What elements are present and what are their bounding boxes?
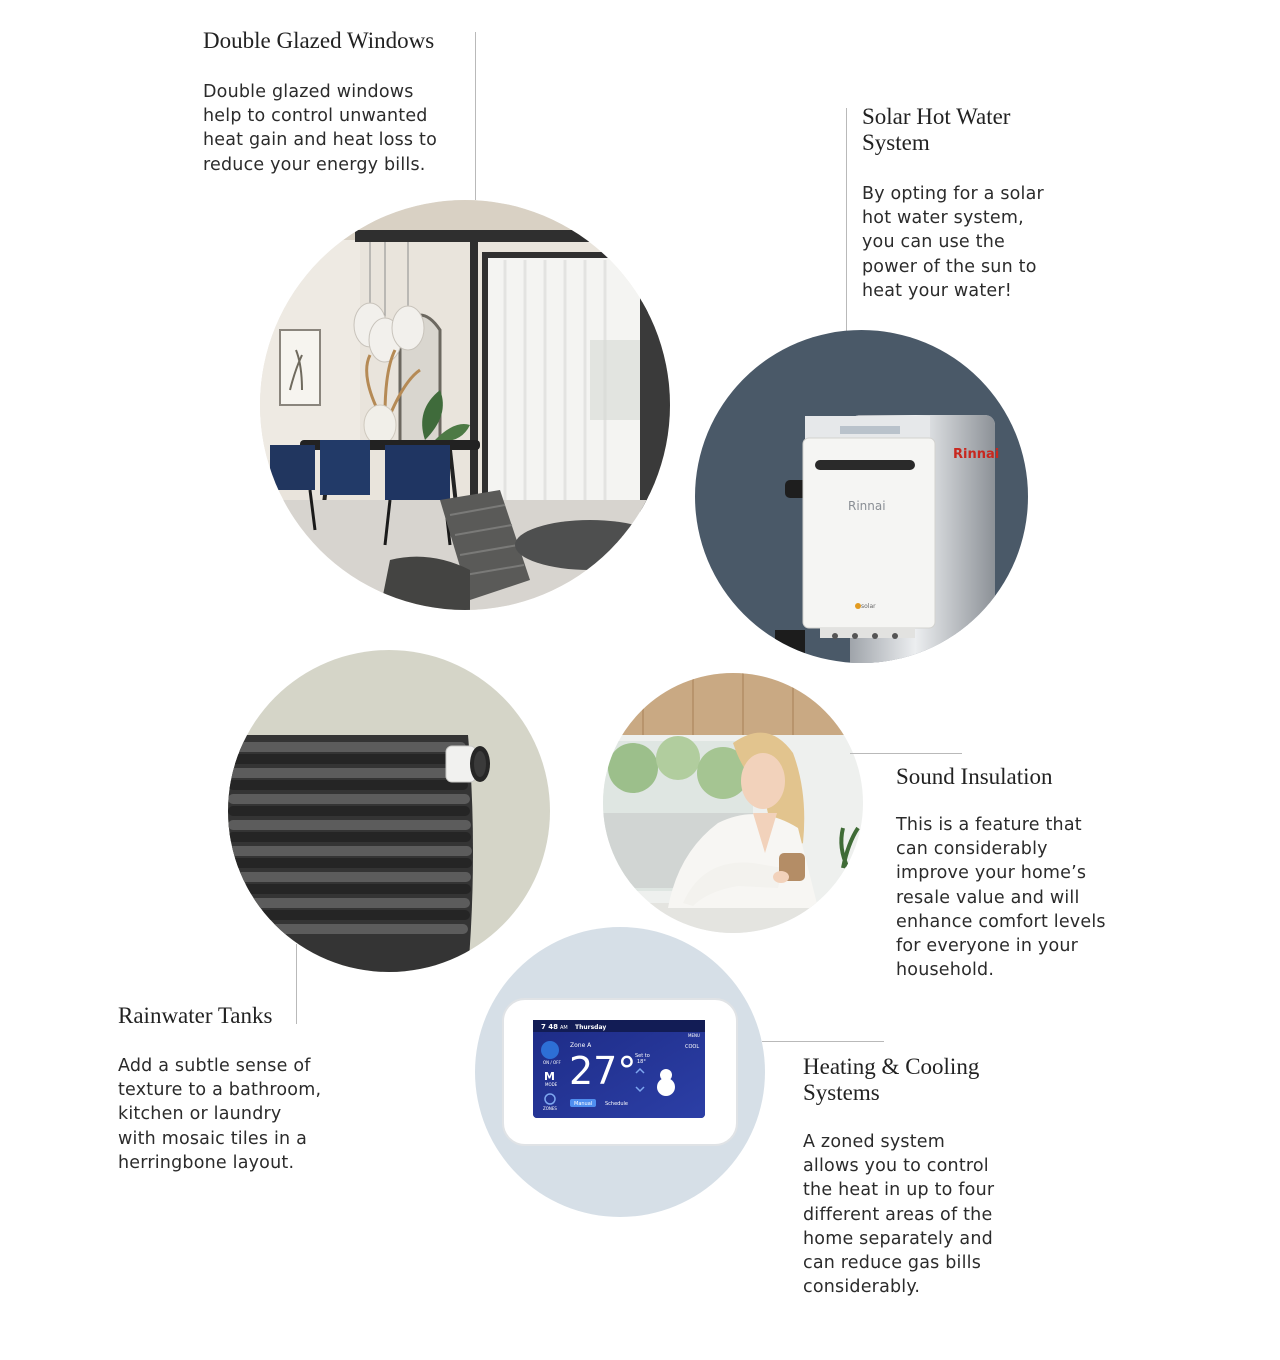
thermostat-ampm: AM: [560, 1025, 568, 1031]
windows-photo: [260, 200, 670, 610]
solar-photo: [695, 330, 1028, 663]
solar-badge: solar: [861, 603, 876, 610]
thermostat-set-label: Set to: [635, 1053, 650, 1059]
heating-connector-line: [762, 1041, 884, 1042]
thermostat-zone: Zone A: [570, 1042, 592, 1049]
heating-title: Heating & Cooling Systems: [803, 1054, 980, 1105]
thermostat-manual: Manual: [574, 1101, 593, 1107]
thermostat-mode: COOL: [685, 1044, 700, 1050]
thermostat-set-value: 18°: [637, 1059, 646, 1065]
thermostat-temperature: 27°: [569, 1049, 637, 1093]
rainwater-photo: [228, 650, 550, 972]
sound-connector-line: [850, 753, 962, 754]
rainwater-title: Rainwater Tanks: [118, 1003, 273, 1028]
windows-title: Double Glazed Windows: [203, 28, 435, 53]
rainwater-connector-line: [296, 944, 297, 1024]
thermostat-day: Thursday: [575, 1024, 607, 1031]
thermostat-zones-label: ZONES: [543, 1106, 557, 1111]
thermostat-mode-letter: M: [544, 1070, 555, 1083]
thermostat-onoff: ON / OFF: [543, 1060, 561, 1065]
solar-description: By opting for a solar hot water system, you can use the power of the sun to heat your water!: [862, 184, 1044, 301]
thermostat-mode-label: MODE: [545, 1082, 558, 1087]
thermostat-schedule: Schedule: [605, 1101, 628, 1107]
solar-connector-line: [846, 108, 847, 332]
thermostat-time: 7 48: [541, 1023, 559, 1031]
unit-brand: Rinnai: [848, 499, 886, 513]
sound-photo: [603, 673, 863, 933]
thermostat-menu: MENU: [688, 1033, 700, 1038]
windows-description: Double glazed windows help to control unwanted heat gain and heat loss to reduce your energy bills.: [203, 82, 437, 175]
windows-connector-line: [475, 32, 476, 200]
sound-description: This is a feature that can considerably improve your home’s resale value and will enhance comfort levels for everyone in your household.: [896, 815, 1106, 981]
sound-title: Sound Insulation: [896, 764, 1053, 789]
solar-title: Solar Hot Water System: [862, 104, 1011, 155]
heating-description: A zoned system allows you to control the heat in up to four different areas of the home separately and can reduce gas bills considerably.: [803, 1132, 995, 1298]
heating-photo: [475, 927, 765, 1217]
rainwater-description: Add a subtle sense of texture to a bathroom, kitchen or laundry with mosaic tiles in a herringbone layout.: [118, 1056, 322, 1173]
tank-brand: Rinnai: [953, 447, 1000, 462]
